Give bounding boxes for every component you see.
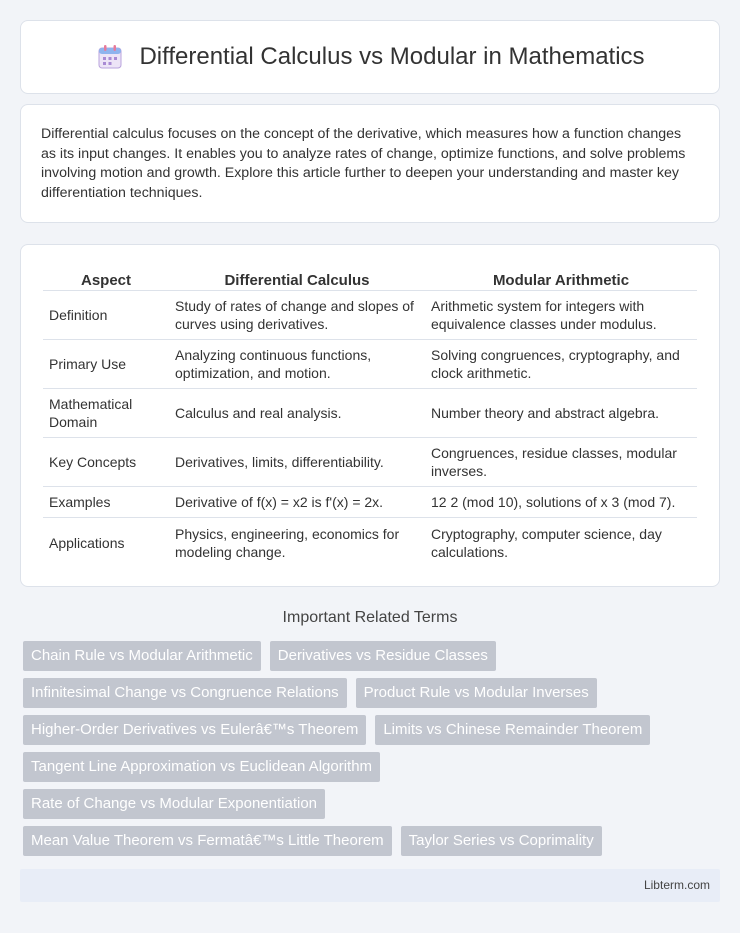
row-aspect: Applications	[49, 534, 125, 551]
related-term-link[interactable]: Tangent Line Approximation vs Euclidean Algorithm	[23, 752, 380, 782]
row-modular-arithmetic: 12 2 (mod 10), solutions of x 3 (mod 7).	[425, 487, 697, 518]
table-row	[43, 438, 697, 487]
table-row	[43, 518, 697, 567]
row-aspect: Key Concepts	[43, 438, 169, 487]
related-term-link[interactable]: Higher-Order Derivatives vs Eulerâ€™s Theorem	[23, 715, 366, 745]
related-terms-list	[23, 641, 723, 863]
related-terms-heading: Important Related Terms	[282, 609, 458, 626]
intro-paragraph: Differential calculus focuses on the concept of the derivative, which measures how a function changes as its input changes. It enables you to analyze rates of change, optimize functions, and solve problems involving motion and growth. Explore this article further to deepen your understanding and master key differentiation techniques.	[41, 126, 686, 201]
table-row	[43, 487, 697, 518]
related-term-link[interactable]: Chain Rule vs Modular Arithmetic	[23, 641, 261, 671]
footer	[20, 869, 720, 902]
header-aspect: Aspect	[43, 265, 169, 291]
table-header-row	[43, 265, 697, 291]
related-term-link[interactable]: Rate of Change vs Modular Exponentiation	[23, 789, 325, 819]
intro-card	[20, 104, 720, 223]
footer-site-name: Libterm.com	[643, 878, 710, 892]
header-modular-arithmetic: Modular Arithmetic	[425, 265, 697, 291]
comparison-table	[43, 265, 697, 567]
row-differential-calculus: Physics, engineering, economics for modeling change.	[175, 525, 400, 560]
related-term-link[interactable]: Taylor Series vs Coprimality	[401, 826, 602, 856]
header-differential-calculus: Differential Calculus	[169, 265, 425, 291]
row-modular-arithmetic: Solving congruences, cryptography, and clock arithmetic.	[425, 340, 697, 389]
row-modular-arithmetic: Congruences, residue classes, modular inverses.	[425, 438, 697, 487]
row-aspect: Examples	[43, 487, 169, 518]
row-modular-arithmetic: Cryptography, computer science, day calculations.	[431, 525, 662, 560]
related-term-link[interactable]: Mean Value Theorem vs Fermatâ€™s Little Theorem	[23, 826, 392, 856]
row-aspect: Definition	[43, 291, 169, 340]
table-row	[43, 340, 697, 389]
row-modular-arithmetic: Number theory and abstract algebra.	[425, 389, 697, 438]
related-term-link[interactable]: Product Rule vs Modular Inverses	[356, 678, 597, 708]
related-term-link[interactable]: Derivatives vs Residue Classes	[270, 641, 496, 671]
table-row	[43, 291, 697, 340]
row-aspect: Primary Use	[43, 340, 169, 389]
header-card	[20, 20, 720, 94]
table-row	[43, 389, 697, 438]
related-term-link[interactable]: Infinitesimal Change vs Congruence Relations	[23, 678, 347, 708]
row-modular-arithmetic: Arithmetic system for integers with equivalence classes under modulus.	[425, 291, 697, 340]
row-differential-calculus: Derivative of f(x) = x2 is f'(x) = 2x.	[169, 487, 425, 518]
row-differential-calculus: Calculus and real analysis.	[169, 389, 425, 438]
page-title: Differential Calculus vs Modular in Mathematics	[139, 43, 645, 70]
row-differential-calculus: Study of rates of change and slopes of curves using derivatives.	[169, 291, 425, 340]
calendar-icon	[95, 42, 125, 72]
row-differential-calculus: Derivatives, limits, differentiability.	[169, 438, 425, 487]
comparison-table-card	[20, 244, 720, 587]
related-term-link[interactable]: Limits vs Chinese Remainder Theorem	[375, 715, 650, 745]
row-aspect: Mathematical Domain	[43, 389, 169, 438]
row-differential-calculus: Analyzing continuous functions, optimization, and motion.	[169, 340, 425, 389]
